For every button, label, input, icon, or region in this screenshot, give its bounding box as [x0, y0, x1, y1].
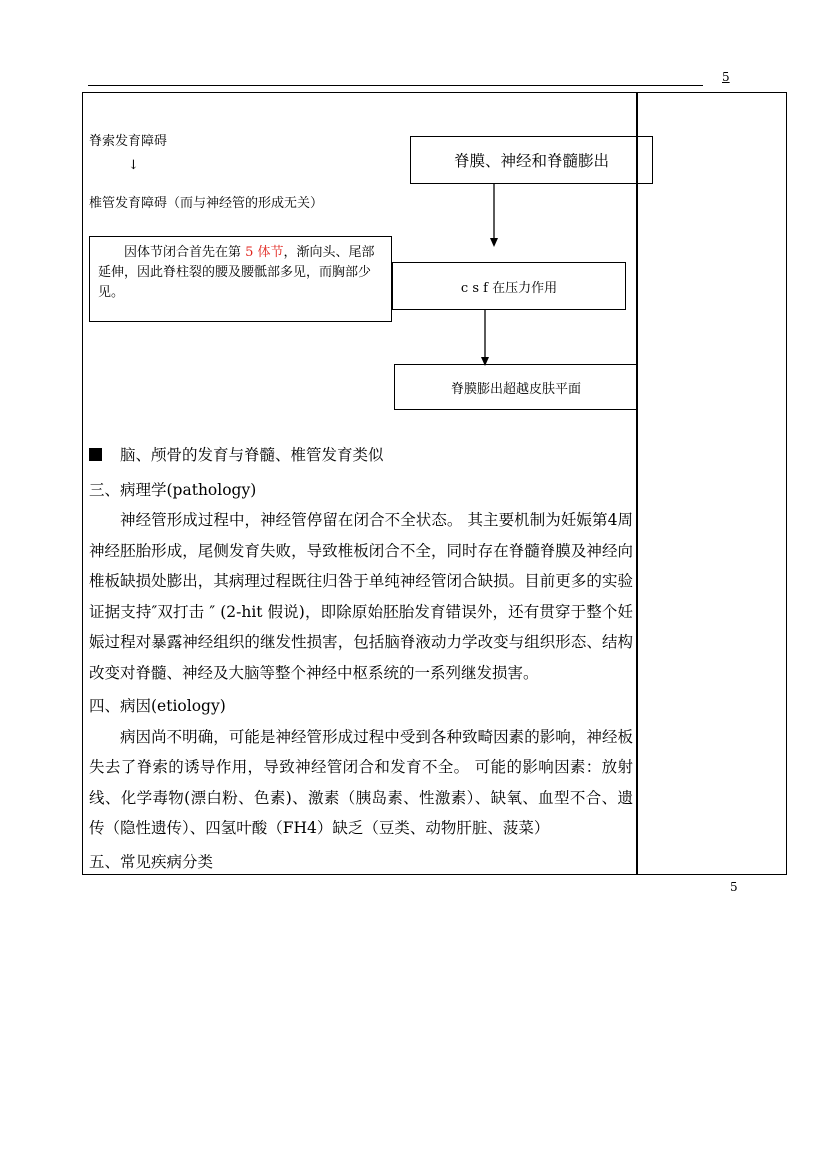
diagram-box-3-label: 脊膜膨出超越皮肤平面: [450, 381, 581, 397]
section-4-title: 四、病因(etiology): [89, 697, 226, 715]
bullet-line-text: 脑、颅骨的发育与脊髓、椎管发育类似: [120, 446, 384, 464]
note-text-after: ，渐向头、尾部延伸，因此脊柱裂的腰及腰骶部多见，而胸部少见。: [98, 245, 375, 300]
diagram-left-bottom: 椎管发育障碍（而与神经管的形成无关）: [89, 196, 324, 211]
page-number-bottom: 5: [730, 880, 738, 894]
diagram-arrow-2: [477, 310, 493, 368]
page-number-top: 5: [722, 70, 730, 84]
section-3-paragraph: 神经管形成过程中，神经管停留在闭合不全状态。 其主要机制为妊娠第4周神经胚胎形成，尾侧发育失败，导致椎板闭合不全，同时存在脊髓脊膜及神经向椎板缺损处膨出，其病理过程既往归咎于单纯神经管闭合缺损。目前更多的实验证据支持″双打击 ″ (2-hit 假说)，即除原始胚胎发育错误外，还有贯穿于整个妊娠过程对暴露神经组织的继发性损害，包括脑脊液动力学改变与组织形态、结构改变对脊髓、神经及大脑等整个神经中枢系统的一系列继发损害。: [89, 511, 633, 682]
section-5-title: 五、常见疾病分类: [89, 853, 214, 871]
bullet-line: [89, 443, 384, 465]
diagram-left-arrow: ↓: [128, 158, 139, 173]
section-3-title: 三、病理学(pathology): [89, 481, 257, 499]
diagram-note-box: [89, 236, 392, 322]
note-text-before: 因体节闭合首先在第: [124, 245, 246, 260]
diagram-box-1: [410, 136, 653, 184]
column-divider: [636, 92, 638, 875]
diagram-box-1-label: 脊膜、神经和脊髓膨出: [453, 152, 609, 170]
diagram-box-3: [394, 364, 638, 410]
note-text-highlight: 5 体节: [245, 245, 284, 260]
diagram-box-2: [392, 262, 626, 310]
section-4-paragraph: 病因尚不明确，可能是神经管形成过程中受到各种致畸因素的影响，神经板失去了脊索的诱导作用，导致神经管闭合和发育不全。 可能的影响因素：放射线、化学毒物(漂白粉、色素)、激素（胰岛素、性激素）、缺氧、血型不合、遗传（隐性遗传）、四氢叶酸（FH4）缺乏（豆类、动物肝脏、菠菜）: [89, 727, 633, 837]
diagram-arrow-1: [486, 184, 502, 248]
diagram-box-2-label: c s f 在压力作用: [460, 280, 558, 296]
header-rule: [88, 85, 703, 86]
square-bullet-icon: [89, 448, 102, 461]
diagram-left-top: 脊索发育障碍: [89, 134, 168, 149]
